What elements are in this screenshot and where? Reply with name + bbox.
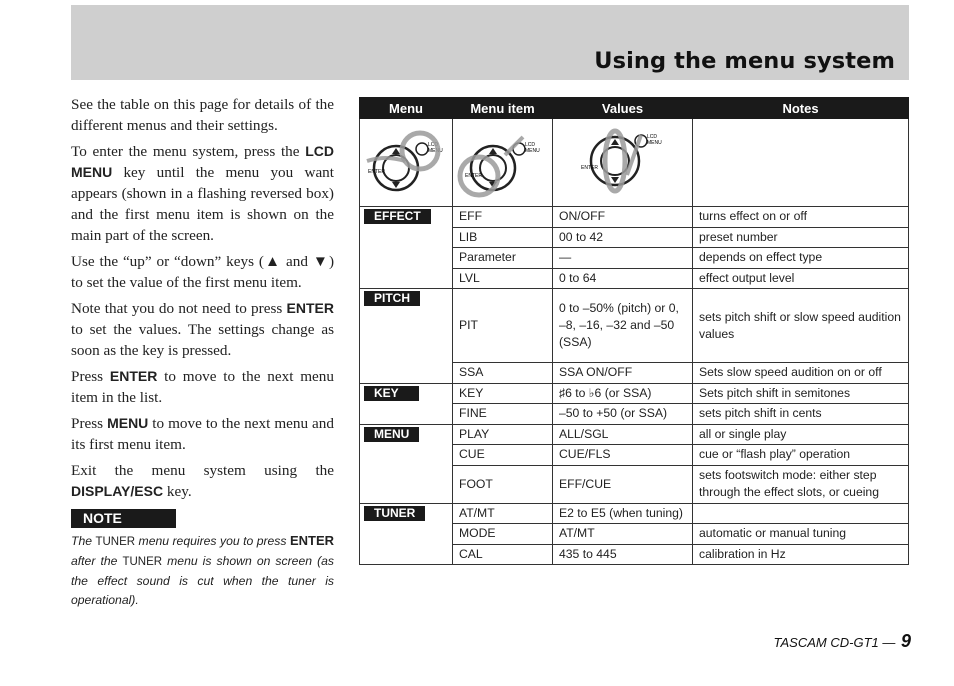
menu-label-effect: EFFECT [364, 209, 431, 224]
note-cell: calibration in Hz [693, 544, 909, 565]
key-name-display-esc: DISPLAY/ESC [71, 483, 164, 499]
menu-item-cell: AT/MT [453, 503, 553, 524]
menu-label-pitch: PITCH [364, 291, 420, 306]
value-cell: 0 to –50% (pitch) or 0, –8, –16, –32 and –50 (SSA) [553, 289, 693, 363]
note-cell: Sets pitch shift in semitones [693, 383, 909, 404]
table-header-row [360, 98, 909, 119]
note-cell: turns effect on or off [693, 207, 909, 228]
note-cell: sets pitch shift in cents [693, 404, 909, 425]
text-run: menu is shown on screen (as the effect sound is cut when the tuner is operational). [71, 554, 334, 607]
diagram-cell [553, 119, 693, 207]
enter-key-diagram [455, 121, 551, 205]
note-cell: Sets slow speed audition on or off [693, 363, 909, 384]
intro-paragraph [71, 141, 334, 246]
menu-item-cell: EFF [453, 207, 553, 228]
text-run: to move to the next menu item in the list. [71, 368, 334, 406]
note-text [71, 531, 334, 610]
table-row [360, 424, 909, 445]
value-cell: CUE/FLS [553, 445, 693, 466]
value-cell: 435 to 445 [553, 544, 693, 565]
text-run: The [71, 534, 96, 548]
column-header-menu-item: Menu item [453, 98, 553, 119]
page-footer [774, 631, 911, 652]
key-name-lcd-menu: LCD MENU [71, 143, 334, 180]
up-arrow-icon [611, 139, 619, 145]
column-header-menu: Menu [360, 98, 453, 119]
intro-paragraph: See the table on this page for details of the different menus and their settings. [71, 96, 334, 134]
menu-cell [360, 383, 453, 424]
value-cell: — [553, 248, 693, 269]
menu-item-cell: CAL [453, 544, 553, 565]
note-cell: depends on effect type [693, 248, 909, 269]
menu-label-key: KEY [364, 386, 419, 401]
value-cell: ♯6 to ♭6 (or SSA) [553, 383, 693, 404]
lcd-label: LCD [646, 133, 657, 140]
key-name-menu: MENU [107, 415, 149, 431]
lcd-menu-button [416, 143, 428, 155]
menu-cell [360, 207, 453, 289]
up-arrow-icon [392, 148, 400, 154]
value-cell: ON/OFF [553, 207, 693, 228]
menu-item-cell: KEY [453, 383, 553, 404]
menu-item-cell: SSA [453, 363, 553, 384]
menu-item-cell: PLAY [453, 424, 553, 445]
menu-label: MENU [646, 139, 662, 146]
diagram-row [360, 119, 909, 207]
page-number: 9 [900, 631, 911, 651]
diagram-cell [360, 119, 453, 207]
menu-item-cell: LIB [453, 227, 553, 248]
text-run: key. [163, 483, 192, 500]
intro-paragraph [71, 413, 334, 455]
intro-paragraph: Use the “up” or “down” keys (▲ and ▼) to set the value of the first menu item. [71, 253, 334, 291]
note-cell: cue or “flash play” operation [693, 445, 909, 466]
intro-paragraph [71, 298, 334, 361]
value-cell: ALL/SGL [553, 424, 693, 445]
lcd-label: LCD [524, 141, 535, 148]
menu-item-cell: Parameter [453, 248, 553, 269]
text-run: Press [71, 415, 108, 432]
text-run: after the [71, 554, 123, 568]
menu-item-cell: LVL [453, 268, 553, 289]
menu-cell [360, 424, 453, 503]
text-run: to set the values. The settings change as soon as the key is pressed. [71, 321, 334, 359]
note-cell: effect output level [693, 268, 909, 289]
menu-table [359, 97, 909, 565]
up-arrow-icon [489, 148, 497, 154]
lcd-label: LCD [428, 141, 439, 148]
enter-label: ENTER [580, 164, 598, 171]
column-header-notes: Notes [693, 98, 909, 119]
menu-label-menu: MENU [364, 427, 419, 442]
note-cell: all or single play [693, 424, 909, 445]
menu-item-cell: FINE [453, 404, 553, 425]
value-cell: 00 to 42 [553, 227, 693, 248]
enter-label: ENTER [464, 172, 482, 179]
value-cell: AT/MT [553, 524, 693, 545]
key-name-enter: ENTER [286, 300, 334, 316]
note-cell: sets footswitch mode: either step through the effect slots, or cueing [693, 465, 909, 503]
lcd-menu-key-diagram [362, 121, 450, 205]
value-cell: EFF/CUE [553, 465, 693, 503]
note-cell: preset number [693, 227, 909, 248]
menu-cell [360, 503, 453, 565]
enter-label: ENTER [368, 168, 385, 175]
footer-brand: TASCAM CD-GT1 — [773, 635, 896, 650]
menu-label: MENU [428, 147, 443, 154]
table-row [360, 503, 909, 524]
menu-item-cell: CUE [453, 445, 553, 466]
menu-item-cell: PIT [453, 289, 553, 363]
note-cell: sets pitch shift or slow speed audition values [693, 289, 909, 363]
text-run: Note that you do not need to press [71, 300, 287, 317]
up-down-key-diagram [575, 121, 671, 205]
text-run: to move to the next menu and its first menu item. [71, 415, 334, 453]
menu-name: TUNER [95, 536, 136, 548]
diagram-cell [453, 119, 553, 207]
text-run: Exit the menu system using the [71, 462, 334, 479]
key-name-enter: ENTER [109, 368, 158, 384]
menu-label-tuner: TUNER [364, 506, 425, 521]
menu-item-cell: FOOT [453, 465, 553, 503]
intro-column [71, 94, 334, 615]
table-row [360, 207, 909, 228]
value-cell: 0 to 64 [553, 268, 693, 289]
menu-item-cell: MODE [453, 524, 553, 545]
intro-paragraph [71, 460, 334, 502]
value-cell: E2 to E5 (when tuning) [553, 503, 693, 524]
column-header-values: Values [553, 98, 693, 119]
text-run: menu requires you to press [135, 534, 290, 548]
menu-name: TUNER [122, 556, 163, 568]
menu-label: MENU [524, 147, 540, 154]
down-arrow-icon [392, 182, 400, 188]
text-run: To enter the menu system, press the [71, 143, 306, 160]
note-label: NOTE [71, 509, 176, 528]
note-cell: automatic or manual tuning [693, 524, 909, 545]
down-arrow-icon [611, 177, 619, 183]
page-title: Using the menu system [594, 48, 895, 74]
intro-paragraph [71, 366, 334, 408]
table-row [360, 383, 909, 404]
menu-cell [360, 289, 453, 384]
value-cell: –50 to +50 (or SSA) [553, 404, 693, 425]
key-name-enter: ENTER [289, 533, 335, 548]
diagram-cell-empty [693, 119, 909, 207]
note-cell [693, 503, 909, 524]
header-band [71, 5, 909, 80]
text-run: key until the menu you want appears (shown in a flashing reversed box) and the first menu item is shown on the main part of the screen. [71, 164, 334, 244]
value-cell: SSA ON/OFF [553, 363, 693, 384]
text-run: Press [71, 368, 110, 385]
table-row [360, 289, 909, 363]
